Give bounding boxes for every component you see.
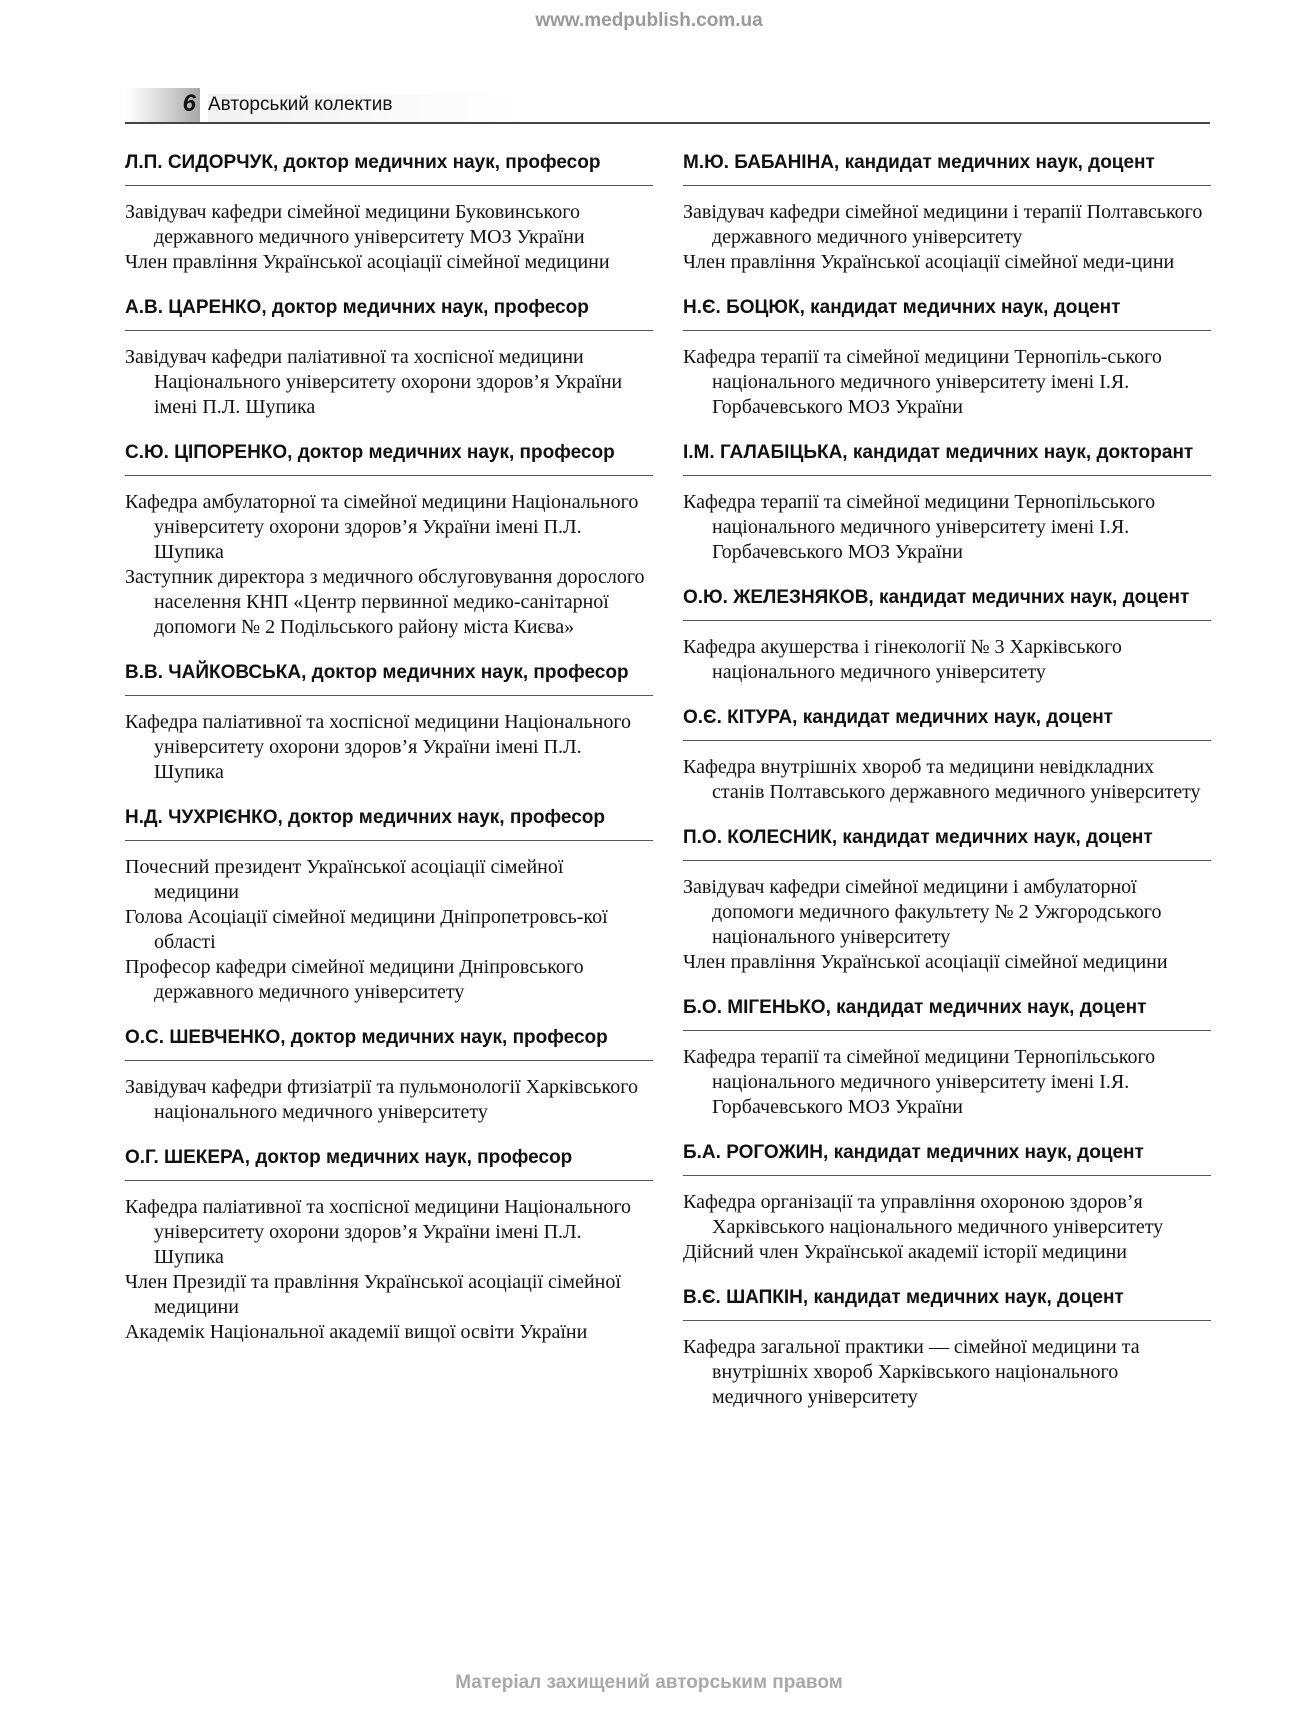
left-column <box>125 150 653 1365</box>
author-entry <box>125 1145 653 1345</box>
author-position: Член правління Української асоціації сімейної медицини <box>683 951 1168 973</box>
author-position: Почесний президент Української асоціації сімейної медицини <box>125 856 564 903</box>
author-name: Б.А. РОГОЖИН, кандидат медичних наук, доцент <box>683 1140 1211 1176</box>
author-position: Заступник директора з медичного обслуговування дорослого населення КНП «Центр первинної медико-санітарної допомоги № 2 Подільського району міста Києва» <box>125 566 645 638</box>
author-position: Завідувач кафедри сімейної медицини і амбулаторної допомоги медичного факультету № 2 Ужгородського національного університету <box>683 876 1162 948</box>
author-name: С.Ю. ЦІПОРЕНКО, доктор медичних наук, професор <box>125 440 653 476</box>
author-name: О.Є. КІТУРА, кандидат медичних наук, доцент <box>683 705 1211 741</box>
author-name: В.Є. ШАПКІН, кандидат медичних наук, доцент <box>683 1285 1211 1321</box>
author-position: Кафедра терапії та сімейної медицини Тернопільського національного медичного університету імені І.Я. Горбачевського МОЗ України <box>683 491 1156 563</box>
running-title: Авторський колектив <box>208 94 608 122</box>
author-position: Кафедра організації та управління охороною здоров’я Харківського національного медичного університету <box>683 1191 1164 1238</box>
author-position: Кафедра загальної практики — сімейної медицини та внутрішніх хвороб Харківського національного медичного університету <box>683 1336 1140 1408</box>
author-entry <box>683 150 1211 275</box>
author-position: Професор кафедри сімейної медицини Дніпровського державного медичного університету <box>125 956 584 1003</box>
author-entry <box>683 1285 1211 1410</box>
author-name: Н.Д. ЧУХРІЄНКО, доктор медичних наук, професор <box>125 805 653 841</box>
author-name: О.Г. ШЕКЕРА, доктор медичних наук, професор <box>125 1145 653 1181</box>
author-entry <box>683 585 1211 685</box>
author-entry <box>125 440 653 640</box>
author-entry <box>683 705 1211 805</box>
author-name: Б.О. МІГЕНЬКО, кандидат медичних наук, доцент <box>683 995 1211 1031</box>
author-entry <box>125 295 653 420</box>
page-number-box <box>125 88 200 122</box>
author-name: М.Ю. БАБАНІНА, кандидат медичних наук, доцент <box>683 150 1211 186</box>
author-position: Завідувач кафедри сімейної медицини Буковинського державного медичного університету МОЗ України <box>125 201 585 248</box>
author-name: В.В. ЧАЙКОВСЬКА, доктор медичних наук, професор <box>125 660 653 696</box>
author-name: О.Ю. ЖЕЛЕЗНЯКОВ, кандидат медичних наук, доцент <box>683 585 1211 621</box>
author-name: О.С. ШЕВЧЕНКО, доктор медичних наук, професор <box>125 1025 653 1061</box>
author-entry <box>683 1140 1211 1265</box>
author-position: Академік Національної академії вищої освіти України <box>125 1321 588 1343</box>
author-position: Завідувач кафедри фтизіатрії та пульмонології Харківського національного медичного університету <box>125 1076 638 1123</box>
author-entry <box>125 1025 653 1125</box>
running-header <box>125 88 1210 124</box>
author-position: Завідувач кафедри паліативної та хоспісної медицини Національного університету охорони здоров’я України імені П.Л. Шупика <box>125 346 623 418</box>
author-name: І.М. ГАЛАБІЦЬКА, кандидат медичних наук, докторант <box>683 440 1211 476</box>
author-position: Кафедра паліативної та хоспісної медицини Національного університету охорони здоров’я України імені П.Л. Шупика <box>125 1196 632 1268</box>
page-number: 6 <box>182 90 196 117</box>
right-column <box>683 150 1211 1430</box>
author-position: Кафедра паліативної та хоспісної медицини Національного університету охорони здоров’я України імені П.Л. Шупика <box>125 711 632 783</box>
author-entry <box>125 660 653 785</box>
author-entry <box>125 805 653 1005</box>
author-position: Член Президії та правління Української асоціації сімейної медицини <box>125 1271 621 1318</box>
author-name: П.О. КОЛЕСНИК, кандидат медичних наук, доцент <box>683 825 1211 861</box>
author-entry <box>683 295 1211 420</box>
author-entry <box>683 995 1211 1120</box>
author-position: Член правління Української асоціації сімейної меди-цини <box>683 251 1175 273</box>
author-position: Кафедра внутрішніх хвороб та медицини невідкладних станів Полтавського державного медичного університету <box>683 756 1201 803</box>
author-entry <box>683 440 1211 565</box>
author-position: Голова Асоціації сімейної медицини Дніпропетровсь-кої області <box>125 906 608 953</box>
author-name: Л.П. СИДОРЧУК, доктор медичних наук, професор <box>125 150 653 186</box>
author-position: Член правління Української асоціації сімейної медицини <box>125 251 610 273</box>
author-entry <box>125 150 653 275</box>
author-name: А.В. ЦАРЕНКО, доктор медичних наук, професор <box>125 295 653 331</box>
author-position: Кафедра терапії та сімейної медицини Тернопільського національного медичного університету імені І.Я. Горбачевського МОЗ України <box>683 1046 1156 1118</box>
author-position: Кафедра акушерства і гінекології № 3 Харківського національного медичного університету <box>683 636 1122 683</box>
author-name: Н.Є. БОЦЮК, кандидат медичних наук, доцент <box>683 295 1211 331</box>
watermark-bottom: Матеріал захищений авторським правом <box>455 1672 843 1693</box>
author-position: Завідувач кафедри сімейної медицини і терапії Полтавського державного медичного університету <box>683 201 1203 248</box>
author-position: Кафедра амбулаторної та сімейної медицини Національного університету охорони здоров’я України імені П.Л. Шупика <box>125 491 639 563</box>
author-position: Дійсний член Української академії історії медицини <box>683 1241 1127 1263</box>
author-position: Кафедра терапії та сімейної медицини Тернопіль-ського національного медичного університету імені І.Я. Горбачевського МОЗ України <box>683 346 1162 418</box>
author-entry <box>683 825 1211 975</box>
watermark-top: www.medpublish.com.ua <box>535 10 763 31</box>
